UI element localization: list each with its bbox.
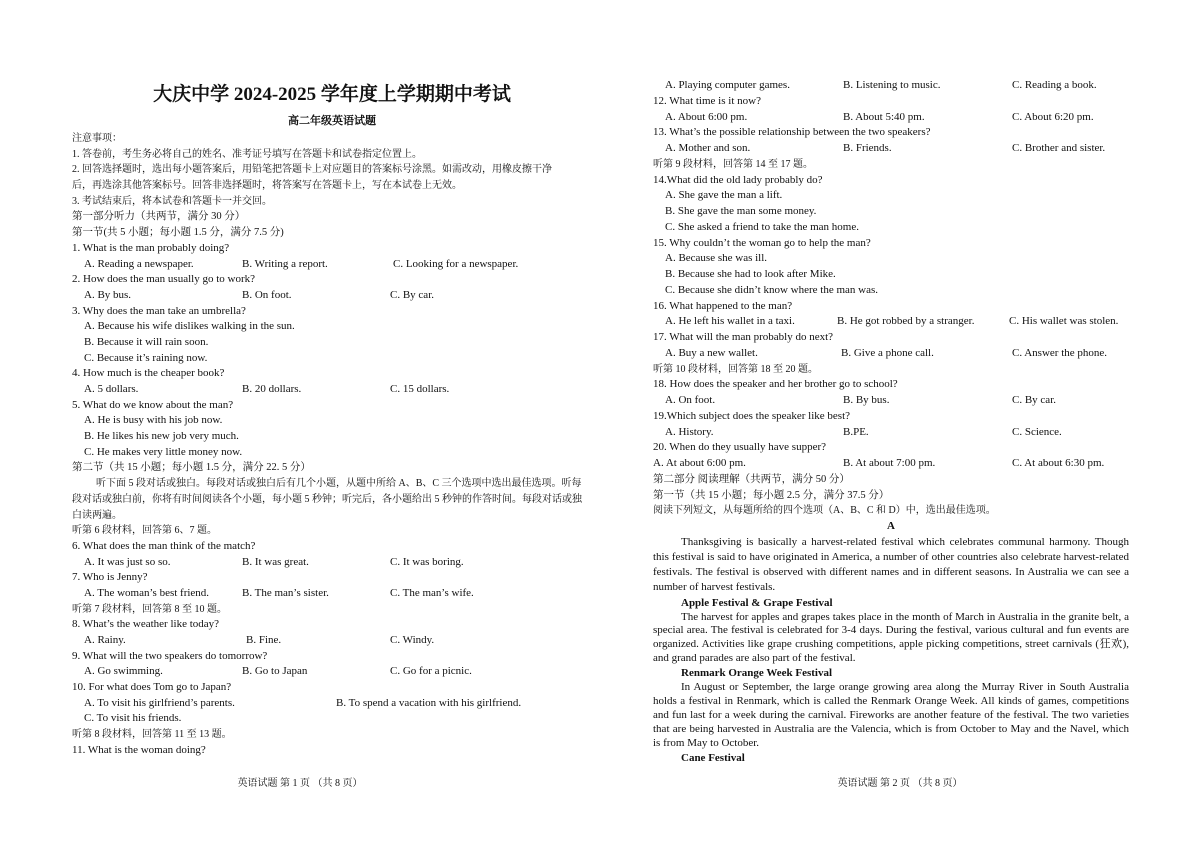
option-b: B. He got robbed by a stranger. — [837, 315, 975, 328]
option-c: C. 15 dollars. — [390, 383, 450, 395]
option-b: B. 20 dollars. — [242, 383, 302, 395]
option-b: B. She gave the man some money. — [665, 205, 817, 217]
option-a: A. Because his wife dislikes walking in the sun. — [84, 320, 295, 333]
option-c: C. To visit his friends. — [84, 712, 182, 725]
option-b: B. To spend a vacation with his girlfriend. — [336, 696, 522, 709]
question-10: 10. For what does Tom go to Japan? — [72, 681, 232, 694]
option-b: B. About 5:40 pm. — [843, 110, 925, 123]
option-a: A. History. — [665, 425, 714, 438]
option-b: B. Listening to music. — [843, 79, 941, 91]
question-11-options — [653, 78, 1129, 94]
question-12: 12. What time is it now? — [653, 94, 761, 107]
note-item: 2. 回答选择题时，选出每小题答案后，用铅笔把答题卡上对应题目的答案标号涂黑。如需改动，用橡皮擦干净 — [72, 164, 552, 176]
material-8-note: 听第 8 段材料，回答第 11 至 13 题。 — [72, 729, 232, 741]
option-b: B. The man’s sister. — [242, 586, 329, 599]
question-20-options — [653, 456, 1129, 472]
question-13: 13. What’s the possible relationship between the two speakers? — [653, 126, 931, 139]
option-a: A. To visit his girlfriend’s parents. — [84, 696, 235, 709]
option-c: C. By car. — [390, 288, 434, 301]
option-b: B. Friends. — [843, 142, 892, 154]
question-17-options — [653, 346, 1129, 362]
page-2-footer: 英语试题 第 2 页 （共 8 页） — [837, 778, 963, 789]
question-19: 19.Which subject does the speaker like best? — [653, 409, 851, 422]
note-item: 后，再选涂其他答案标号。回答非选择题时，将答案写在答题卡上，写在本试卷上无效。 — [72, 180, 462, 192]
option-c: C. Because she didn’t know where the man was. — [665, 283, 879, 296]
question-12-options — [653, 110, 1129, 126]
passage-subheading: Renmark Orange Week Festival — [681, 667, 833, 680]
question-6-options — [72, 555, 590, 571]
page-1-content — [72, 131, 590, 759]
option-b: B. It was great. — [242, 555, 309, 568]
question-18: 18. How does the speaker and her brother go to school? — [653, 378, 898, 391]
option-a: A. About 6:00 pm. — [665, 110, 748, 123]
question-4-options — [72, 382, 590, 398]
question-15: 15. Why couldn’t the woman go to help the man? — [653, 236, 871, 249]
question-2-options — [72, 288, 590, 304]
passage-subheading: Cane Festival — [681, 751, 745, 764]
option-c: C. He makes very little money now. — [84, 445, 243, 458]
notes-heading: 注意事项： — [72, 133, 122, 144]
option-b: B. Because she had to look after Mike. — [665, 268, 836, 280]
exam-page-2 — [600, 0, 1200, 848]
option-a: A. By bus. — [84, 288, 132, 301]
section-2-instructions: 听下面 5 段对话或独白。每段对话或独白后有几个小题，从题中所给 A、B、C 三个选项中选出最佳选项。听每段对话或独白前，你将有时间阅读各个小题，每小题 5 秒钟；听完后，各小题给出 5 秒钟的作答时间。每段对话或独白读两遍。 — [72, 478, 582, 521]
option-c: C. At about 6:30 pm. — [1012, 457, 1105, 469]
option-b: B. Give a phone call. — [841, 346, 934, 359]
question-1-options — [72, 257, 590, 273]
exam-title: 大庆中学 2024-2025 学年度上学期期中考试 — [153, 84, 511, 105]
question-11: 11. What is the woman doing? — [72, 743, 206, 756]
option-a: A. He left his wallet in a taxi. — [665, 315, 795, 328]
material-7-note: 听第 7 段材料，回答第 8 至 10 题。 — [72, 603, 227, 615]
question-8: 8. What’s the weather like today? — [72, 618, 220, 631]
option-b: B. He likes his new job very much. — [84, 430, 239, 443]
question-16-options — [653, 314, 1129, 330]
option-c: C. It was boring. — [390, 555, 464, 568]
question-5: 5. What do we know about the man? — [72, 398, 234, 411]
part-1-heading: 第一部分听力（共两节，满分 30 分） — [72, 211, 246, 223]
option-c: C. Reading a book. — [1012, 79, 1097, 91]
question-17: 17. What will the man probably do next? — [653, 331, 834, 343]
option-c: C. She asked a friend to take the man home. — [665, 220, 859, 233]
option-b: B. Because it will rain soon. — [84, 335, 209, 348]
passage-subheading: Apple Festival & Grape Festival — [681, 596, 833, 609]
option-c: C. The man’s wife. — [390, 586, 474, 599]
option-c: C. Science. — [1012, 425, 1062, 438]
option-c: C. Looking for a newspaper. — [393, 257, 519, 270]
option-b: B. Writing a report. — [242, 257, 328, 270]
question-9: 9. What will the two speakers do tomorrow? — [72, 649, 268, 662]
option-a: A. Playing computer games. — [665, 79, 790, 91]
question-4: 4. How much is the cheaper book? — [72, 367, 225, 380]
question-18-options — [653, 393, 1129, 409]
option-c: C. About 6:20 pm. — [1012, 110, 1094, 123]
option-a: A. Rainy. — [84, 634, 126, 647]
option-a: A. Go swimming. — [84, 665, 163, 678]
question-14: 14.What did the old lady probably do? — [653, 173, 823, 186]
passage-paragraph: In August or September, the large orange growing area along the Murray River in South Australia holds a festival in Renmark, which is called the Renmark Orange Week. All kinds of games, competitions and fun last for a week during the carnival. Fireworks are another feature of the festival. The two varieties that are being harvested in Australia are the Valencia, which is from October to May and the Navel, which is from May to October. — [653, 681, 1129, 749]
question-13-options — [653, 141, 1129, 157]
option-b: B. On foot. — [242, 288, 292, 301]
question-1: 1. What is the man probably doing? — [72, 241, 230, 254]
option-c: C. Go for a picnic. — [390, 665, 472, 678]
option-a: A. It was just so so. — [84, 555, 171, 568]
option-a: A. Buy a new wallet. — [665, 346, 758, 359]
option-a: A. She gave the man a lift. — [665, 189, 783, 202]
material-10-note: 听第 10 段材料，回答第 18 至 20 题。 — [653, 363, 818, 375]
passage-paragraph: Thanksgiving is basically a harvest-related festival which celebrates communal harmony. Though this festival is said to have originated in America, a number of other countries also celebrate harvest-related festivals. The festival is observed with different names and in different seasons. In Australia we can see a number of harvest festivals. — [653, 535, 1129, 594]
question-20: 20. When do they usually have supper? — [653, 441, 827, 454]
question-16: 16. What happened to the man? — [653, 299, 793, 312]
option-c: C. By car. — [1012, 394, 1056, 406]
option-a: A. On foot. — [665, 394, 716, 406]
option-a: A. He is busy with his job now. — [84, 414, 223, 427]
option-a: A. Because she was ill. — [665, 252, 768, 265]
option-a: A. 5 dollars. — [84, 383, 139, 395]
question-19-options — [653, 425, 1129, 441]
question-8-options — [72, 633, 590, 649]
option-b: B. Go to Japan — [242, 665, 308, 678]
section-2-heading: 第二节（共 15 小题；每小题 1.5 分，满分 22. 5 分） — [72, 462, 311, 474]
question-7: 7. Who is Jenny? — [72, 571, 148, 584]
section-1-heading: 第一节(共 5 小题；每小题 1.5 分，满分 7.5 分) — [72, 227, 284, 239]
option-b: B.PE. — [843, 425, 869, 438]
option-a: A. Reading a newspaper. — [84, 257, 194, 270]
question-6: 6. What does the man think of the match? — [72, 539, 256, 552]
option-c: C. Windy. — [390, 634, 435, 647]
option-b: B. Fine. — [246, 634, 282, 647]
reading-instructions: 阅读下列短文，从每题所给的四个选项（A、B、C 和 D）中，选出最佳选项。 — [653, 505, 996, 517]
option-a: A. Mother and son. — [665, 142, 751, 154]
part-2-heading: 第二部分 阅读理解（共两节，满分 50 分） — [653, 473, 850, 485]
question-7-options — [72, 586, 590, 602]
note-item: 3. 考试结束后，将本试卷和答题卡一并交回。 — [72, 195, 272, 207]
note-item: 1. 答卷前，考生务必将自己的姓名、准考证号填写在答题卡和试卷指定位置上。 — [72, 148, 422, 160]
passage-paragraph: The harvest for apples and grapes takes place in the month of March in Australia in the granite belt, a special area. The festival is celebrated for 3-4 days. During the festival, various cultural and fun events are organized. Activities like grape crushing competitions, apple picking competitions, street carnivals (狂欢), and grand parades are also part of the festival. — [653, 610, 1129, 665]
option-c: C. Brother and sister. — [1012, 142, 1106, 154]
question-2: 2. How does the man usually go to work? — [72, 273, 255, 286]
option-b: B. By bus. — [843, 394, 890, 406]
question-10-options — [72, 696, 590, 712]
material-6-note: 听第 6 段材料，回答第 6、7 题。 — [72, 525, 217, 537]
page-1-footer: 英语试题 第 1 页 （共 8 页） — [237, 778, 363, 789]
passage-a-label: A — [887, 520, 895, 532]
page-2-content — [653, 78, 1129, 766]
question-9-options — [72, 664, 590, 680]
material-9-note: 听第 9 段材料，回答第 14 至 17 题。 — [653, 158, 813, 170]
option-c: C. His wallet was stolen. — [1009, 315, 1119, 328]
question-3: 3. Why does the man take an umbrella? — [72, 304, 246, 317]
exam-subtitle: 高二年级英语试题 — [288, 115, 376, 127]
option-b: B. At about 7:00 pm. — [843, 457, 936, 469]
option-c: C. Answer the phone. — [1012, 346, 1108, 359]
option-a: A. At about 6:00 pm. — [653, 457, 746, 469]
reading-section-1-heading: 第一节（共 15 小题；每小题 2.5 分，满分 37.5 分） — [653, 489, 890, 501]
option-c: C. Because it’s raining now. — [84, 351, 208, 364]
option-a: A. The woman’s best friend. — [84, 586, 210, 599]
